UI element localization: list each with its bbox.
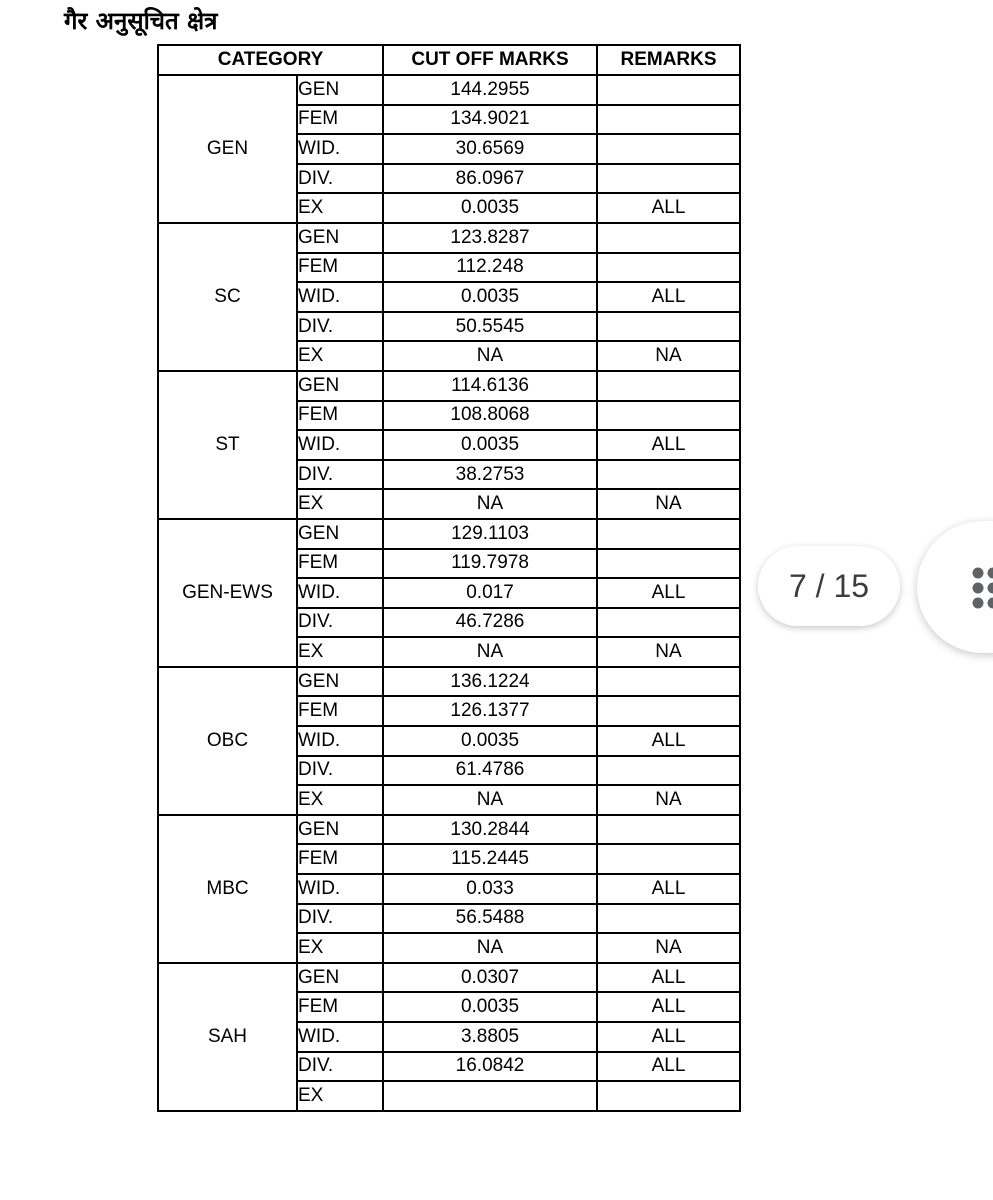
cutoff-mark-cell: 50.5545 — [383, 312, 597, 342]
category-cell: OBC — [158, 667, 297, 815]
cutoff-mark-cell: NA — [383, 637, 597, 667]
remark-cell: NA — [597, 785, 740, 815]
remark-cell — [597, 371, 740, 401]
remark-cell: ALL — [597, 726, 740, 756]
remark-cell — [597, 815, 740, 845]
remark-cell: ALL — [597, 1052, 740, 1082]
remark-cell — [597, 164, 740, 194]
remark-cell — [597, 253, 740, 283]
cutoff-mark-cell: 0.017 — [383, 578, 597, 608]
subcategory-cell: GEN — [297, 371, 383, 401]
remark-cell: NA — [597, 933, 740, 963]
subcategory-cell: DIV. — [297, 460, 383, 490]
cutoff-mark-cell: NA — [383, 341, 597, 371]
cutoff-mark-cell: 16.0842 — [383, 1052, 597, 1082]
subcategory-cell: DIV. — [297, 164, 383, 194]
subcategory-cell: EX — [297, 637, 383, 667]
cutoff-mark-cell: 114.6136 — [383, 371, 597, 401]
subcategory-cell: WID. — [297, 578, 383, 608]
table-row — [158, 75, 740, 105]
subcategory-cell: FEM — [297, 549, 383, 579]
cutoff-mark-cell: 112.248 — [383, 253, 597, 283]
cutoff-mark-cell: 129.1103 — [383, 519, 597, 549]
cutoff-mark-cell: 134.9021 — [383, 105, 597, 135]
cutoff-mark-cell: 61.4786 — [383, 756, 597, 786]
category-cell: ST — [158, 371, 297, 519]
subcategory-cell: FEM — [297, 253, 383, 283]
table-row — [158, 519, 740, 549]
grid-view-button[interactable] — [917, 521, 993, 653]
remark-cell — [597, 401, 740, 431]
table-row — [158, 371, 740, 401]
subcategory-cell: WID. — [297, 1022, 383, 1052]
subcategory-cell: EX — [297, 933, 383, 963]
cutoff-mark-cell: 30.6569 — [383, 134, 597, 164]
table-row — [158, 223, 740, 253]
subcategory-cell: DIV. — [297, 608, 383, 638]
subcategory-cell: DIV. — [297, 312, 383, 342]
cutoff-mark-cell: 38.2753 — [383, 460, 597, 490]
remark-cell — [597, 667, 740, 697]
table-row — [158, 667, 740, 697]
category-cell: GEN-EWS — [158, 519, 297, 667]
remark-cell — [597, 608, 740, 638]
remark-cell — [597, 904, 740, 934]
cutoff-mark-cell: 126.1377 — [383, 696, 597, 726]
cutoff-mark-cell: 56.5488 — [383, 904, 597, 934]
remark-cell: NA — [597, 341, 740, 371]
page-indicator-label: 7 / 15 — [788, 567, 870, 604]
remark-cell — [597, 844, 740, 874]
subcategory-cell: EX — [297, 1081, 383, 1111]
subcategory-cell: WID. — [297, 282, 383, 312]
remark-cell: ALL — [597, 193, 740, 223]
remark-cell — [597, 312, 740, 342]
subcategory-cell: FEM — [297, 844, 383, 874]
page-heading: गैर अनुसूचित क्षेत्र — [64, 6, 218, 35]
cutoff-mark-cell: 0.0035 — [383, 430, 597, 460]
remark-cell — [597, 223, 740, 253]
cutoff-mark-cell: NA — [383, 785, 597, 815]
remark-cell: ALL — [597, 578, 740, 608]
remark-cell: NA — [597, 489, 740, 519]
cutoff-mark-cell: 108.8068 — [383, 401, 597, 431]
subcategory-cell: GEN — [297, 519, 383, 549]
remark-cell: ALL — [597, 874, 740, 904]
subcategory-cell: GEN — [297, 667, 383, 697]
cutoff-mark-cell: 0.0035 — [383, 726, 597, 756]
grid-dots-icon — [969, 566, 993, 610]
cutoff-mark-cell: NA — [383, 933, 597, 963]
remark-cell: ALL — [597, 282, 740, 312]
cutoff-mark-cell: 0.033 — [383, 874, 597, 904]
subcategory-cell: WID. — [297, 726, 383, 756]
subcategory-cell: FEM — [297, 992, 383, 1022]
subcategory-cell: EX — [297, 489, 383, 519]
remark-cell — [597, 134, 740, 164]
remark-cell — [597, 75, 740, 105]
remark-cell: ALL — [597, 992, 740, 1022]
cutoff-mark-cell: 144.2955 — [383, 75, 597, 105]
remark-cell — [597, 756, 740, 786]
subcategory-cell: FEM — [297, 696, 383, 726]
subcategory-cell: EX — [297, 785, 383, 815]
subcategory-cell: GEN — [297, 963, 383, 993]
cutoff-mark-cell: 0.0035 — [383, 193, 597, 223]
remark-cell: NA — [597, 637, 740, 667]
subcategory-cell: DIV. — [297, 1052, 383, 1082]
cutoff-mark-cell: 46.7286 — [383, 608, 597, 638]
category-cell: MBC — [158, 815, 297, 963]
subcategory-cell: WID. — [297, 430, 383, 460]
remark-cell — [597, 696, 740, 726]
remark-cell: ALL — [597, 963, 740, 993]
subcategory-cell: DIV. — [297, 756, 383, 786]
cutoff-mark-cell — [383, 1081, 597, 1111]
table-header-row — [158, 45, 740, 75]
subcategory-cell: WID. — [297, 874, 383, 904]
cutoff-mark-cell: 86.0967 — [383, 164, 597, 194]
category-cell: SC — [158, 223, 297, 371]
cutoff-mark-cell: 0.0035 — [383, 992, 597, 1022]
remark-cell — [597, 460, 740, 490]
table-row — [158, 815, 740, 845]
subcategory-cell: GEN — [297, 75, 383, 105]
cutoff-mark-cell: 115.2445 — [383, 844, 597, 874]
cutoff-mark-cell: 123.8287 — [383, 223, 597, 253]
remark-cell — [597, 519, 740, 549]
page-indicator[interactable] — [758, 546, 900, 626]
category-cell: SAH — [158, 963, 297, 1111]
subcategory-cell: GEN — [297, 815, 383, 845]
remark-cell: ALL — [597, 430, 740, 460]
cutoff-mark-cell: 0.0307 — [383, 963, 597, 993]
remark-cell — [597, 105, 740, 135]
subcategory-cell: EX — [297, 193, 383, 223]
header-category: CATEGORY — [158, 45, 383, 75]
cutoff-mark-cell: 136.1224 — [383, 667, 597, 697]
header-remarks: REMARKS — [597, 45, 740, 75]
subcategory-cell: WID. — [297, 134, 383, 164]
cutoff-mark-cell: NA — [383, 489, 597, 519]
table-row — [158, 963, 740, 993]
subcategory-cell: FEM — [297, 401, 383, 431]
subcategory-cell: EX — [297, 341, 383, 371]
remark-cell — [597, 549, 740, 579]
remark-cell: ALL — [597, 1022, 740, 1052]
cutoff-mark-cell: 130.2844 — [383, 815, 597, 845]
subcategory-cell: GEN — [297, 223, 383, 253]
subcategory-cell: DIV. — [297, 904, 383, 934]
subcategory-cell: FEM — [297, 105, 383, 135]
cutoff-mark-cell: 119.7978 — [383, 549, 597, 579]
remark-cell — [597, 1081, 740, 1111]
cutoff-mark-cell: 3.8805 — [383, 1022, 597, 1052]
cutoff-table — [157, 44, 741, 1112]
cutoff-mark-cell: 0.0035 — [383, 282, 597, 312]
category-cell: GEN — [158, 75, 297, 223]
header-cutoff-marks: CUT OFF MARKS — [383, 45, 597, 75]
